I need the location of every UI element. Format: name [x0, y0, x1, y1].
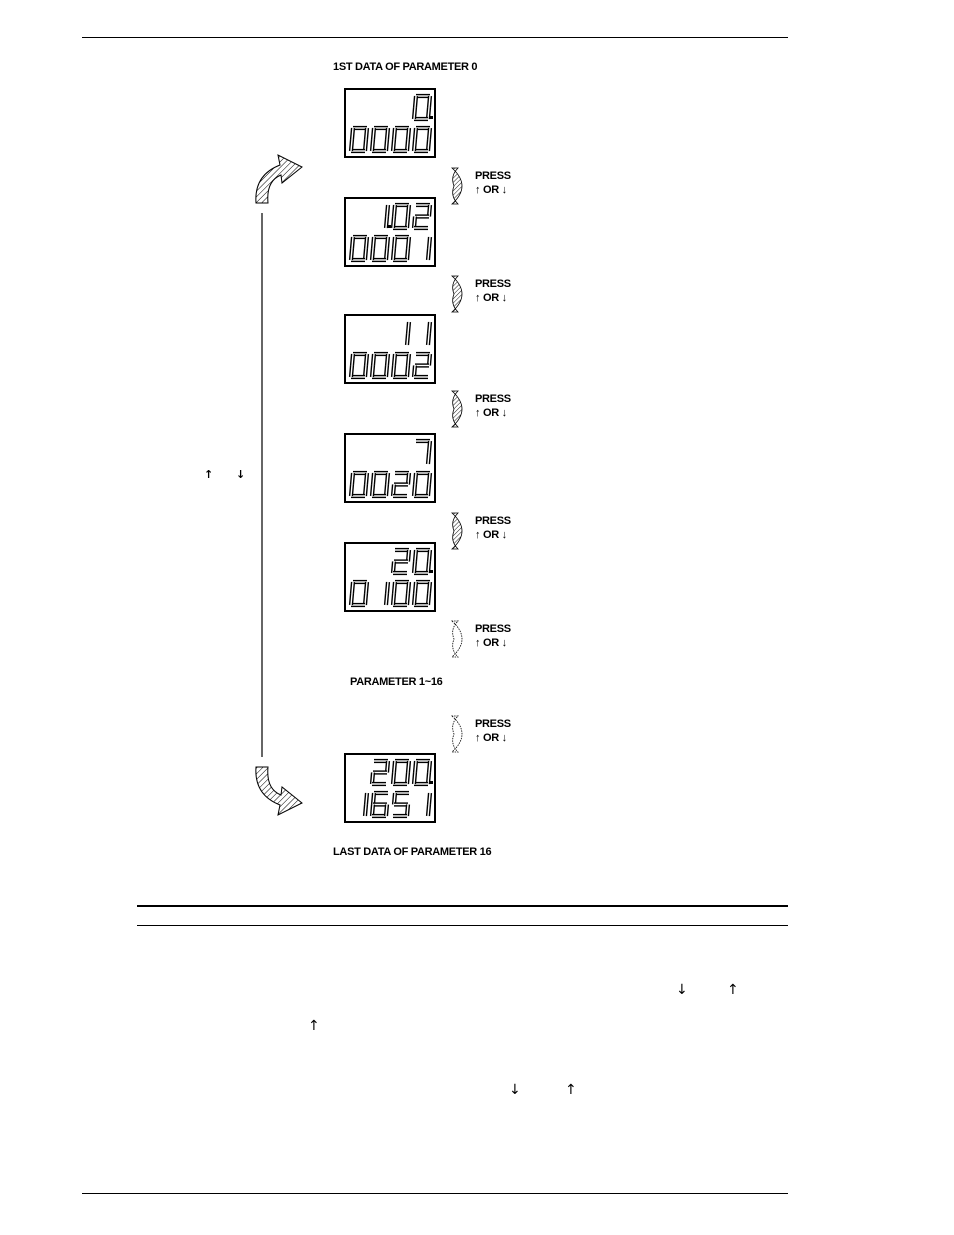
lcd-bottom-digit-1 — [351, 237, 367, 260]
lcd-top-digit-4 — [414, 96, 433, 119]
cycle-indicator — [240, 145, 320, 825]
press-indicator-5 — [448, 619, 528, 659]
press-arc-icon — [448, 274, 474, 314]
cycle-arrow-top-icon — [256, 155, 302, 203]
section-rule-thin — [137, 925, 788, 926]
or-text: OR — [480, 184, 502, 196]
lcd-bottom-digit-1 — [351, 354, 367, 377]
or-text: OR — [480, 732, 502, 744]
lcd-segments — [346, 435, 434, 501]
up-key-icon: ↑ — [475, 529, 481, 541]
section-rule-thick — [137, 905, 788, 907]
text-up-arrow-2: ↑ — [308, 1018, 320, 1034]
up-key-icon: ↑ — [475, 184, 481, 196]
press-keys — [475, 292, 507, 304]
press-indicator-2 — [448, 274, 528, 314]
lcd-top-digit-2 — [386, 205, 391, 228]
lcd-top-digit-4-dot — [430, 116, 433, 119]
lcd-display-4 — [344, 433, 436, 503]
text-down-arrow-3: ↓ — [509, 1082, 521, 1098]
or-text: OR — [480, 407, 502, 419]
lcd-top-digit-3 — [407, 322, 409, 345]
or-text: OR — [480, 292, 502, 304]
lcd-top-digit-2-dot — [388, 225, 391, 228]
press-keys — [475, 732, 507, 744]
lcd-bottom-digit-2 — [372, 237, 388, 260]
press-keys — [475, 529, 507, 541]
diagram-title-top: 1ST DATA OF PARAMETER 0 — [333, 61, 478, 73]
lcd-segments — [346, 199, 434, 265]
press-arc-icon — [448, 619, 474, 659]
lcd-bottom-digit-2 — [372, 354, 388, 377]
down-key-icon: ↓ — [501, 407, 507, 419]
lcd-display-3 — [344, 314, 436, 384]
press-keys — [475, 184, 507, 196]
lcd-top-digit-3 — [393, 761, 409, 784]
header-rule — [82, 37, 788, 38]
lcd-display-6 — [344, 753, 436, 823]
lcd-bottom-digit-2 — [372, 473, 388, 496]
cycle-arrow-bottom-icon — [256, 767, 302, 815]
press-indicator-3 — [448, 389, 528, 429]
press-arc-icon — [448, 714, 474, 754]
lcd-top-digit-4 — [428, 322, 430, 345]
side-down-arrow-icon: ↓ — [236, 468, 246, 481]
press-arc-icon — [448, 389, 474, 429]
diagram-title-bottom: LAST DATA OF PARAMETER 16 — [333, 846, 492, 858]
or-text: OR — [480, 637, 502, 649]
down-key-icon: ↓ — [501, 184, 507, 196]
text-down-arrow-1: ↓ — [676, 982, 688, 998]
lcd-segments — [346, 544, 434, 610]
lcd-top-digit-4 — [416, 441, 430, 464]
press-label: PRESS — [475, 393, 511, 405]
lcd-bottom-digit-2 — [372, 128, 388, 151]
lcd-top-digit-4 — [414, 550, 433, 573]
up-key-icon: ↑ — [475, 292, 481, 304]
press-keys — [475, 407, 507, 419]
up-key-icon: ↑ — [475, 637, 481, 649]
lcd-bottom-digit-1 — [365, 793, 367, 816]
lcd-display-1 — [344, 88, 436, 158]
down-key-icon: ↓ — [501, 637, 507, 649]
lcd-segments — [346, 316, 434, 382]
lcd-bottom-digit-2 — [372, 793, 388, 816]
lcd-top-digit-4-dot — [430, 570, 433, 573]
lcd-bottom-digit-3 — [393, 582, 409, 605]
lcd-bottom-digit-1 — [351, 128, 367, 151]
lcd-bottom-digit-4 — [428, 237, 430, 260]
text-up-arrow-1: ↑ — [727, 982, 739, 998]
lcd-bottom-digit-4 — [414, 473, 430, 496]
lcd-top-digit-4-dot — [430, 781, 433, 784]
lcd-segments — [346, 755, 434, 821]
press-indicator-4 — [448, 511, 528, 551]
lcd-bottom-digit-4 — [428, 793, 430, 816]
lcd-top-digit-3 — [393, 550, 409, 573]
lcd-top-digit-3 — [393, 205, 409, 228]
lcd-bottom-digit-3 — [393, 354, 409, 377]
lcd-bottom-digit-1 — [351, 473, 367, 496]
lcd-bottom-digit-2 — [386, 582, 388, 605]
lcd-bottom-digit-4 — [414, 128, 430, 151]
up-key-icon: ↑ — [475, 732, 481, 744]
lcd-segments — [346, 90, 434, 156]
parameter-range-note: PARAMETER 1~16 — [350, 676, 443, 688]
down-key-icon: ↓ — [501, 732, 507, 744]
press-arc-icon — [448, 511, 474, 551]
lcd-top-digit-2 — [372, 761, 388, 784]
lcd-bottom-digit-3 — [393, 793, 409, 816]
down-key-icon: ↓ — [501, 529, 507, 541]
lcd-bottom-digit-4 — [414, 354, 430, 377]
press-indicator-6 — [448, 714, 528, 754]
press-label: PRESS — [475, 515, 511, 527]
up-key-icon: ↑ — [475, 407, 481, 419]
press-label: PRESS — [475, 623, 511, 635]
or-text: OR — [480, 529, 502, 541]
press-keys — [475, 637, 507, 649]
lcd-display-5 — [344, 542, 436, 612]
side-up-arrow-icon: ↑ — [204, 468, 214, 481]
press-label: PRESS — [475, 278, 511, 290]
press-label: PRESS — [475, 718, 511, 730]
down-key-icon: ↓ — [501, 292, 507, 304]
lcd-display-2 — [344, 197, 436, 267]
lcd-bottom-digit-3 — [393, 473, 409, 496]
footer-rule — [82, 1193, 788, 1194]
lcd-bottom-digit-3 — [393, 237, 409, 260]
press-indicator-1 — [448, 166, 528, 206]
lcd-bottom-digit-1 — [351, 582, 367, 605]
press-label: PRESS — [475, 170, 511, 182]
lcd-bottom-digit-4 — [414, 582, 430, 605]
text-up-arrow-3: ↑ — [565, 1082, 577, 1098]
press-arc-icon — [448, 166, 474, 206]
lcd-top-digit-4 — [414, 205, 430, 228]
lcd-bottom-digit-3 — [393, 128, 409, 151]
lcd-top-digit-4 — [414, 761, 433, 784]
